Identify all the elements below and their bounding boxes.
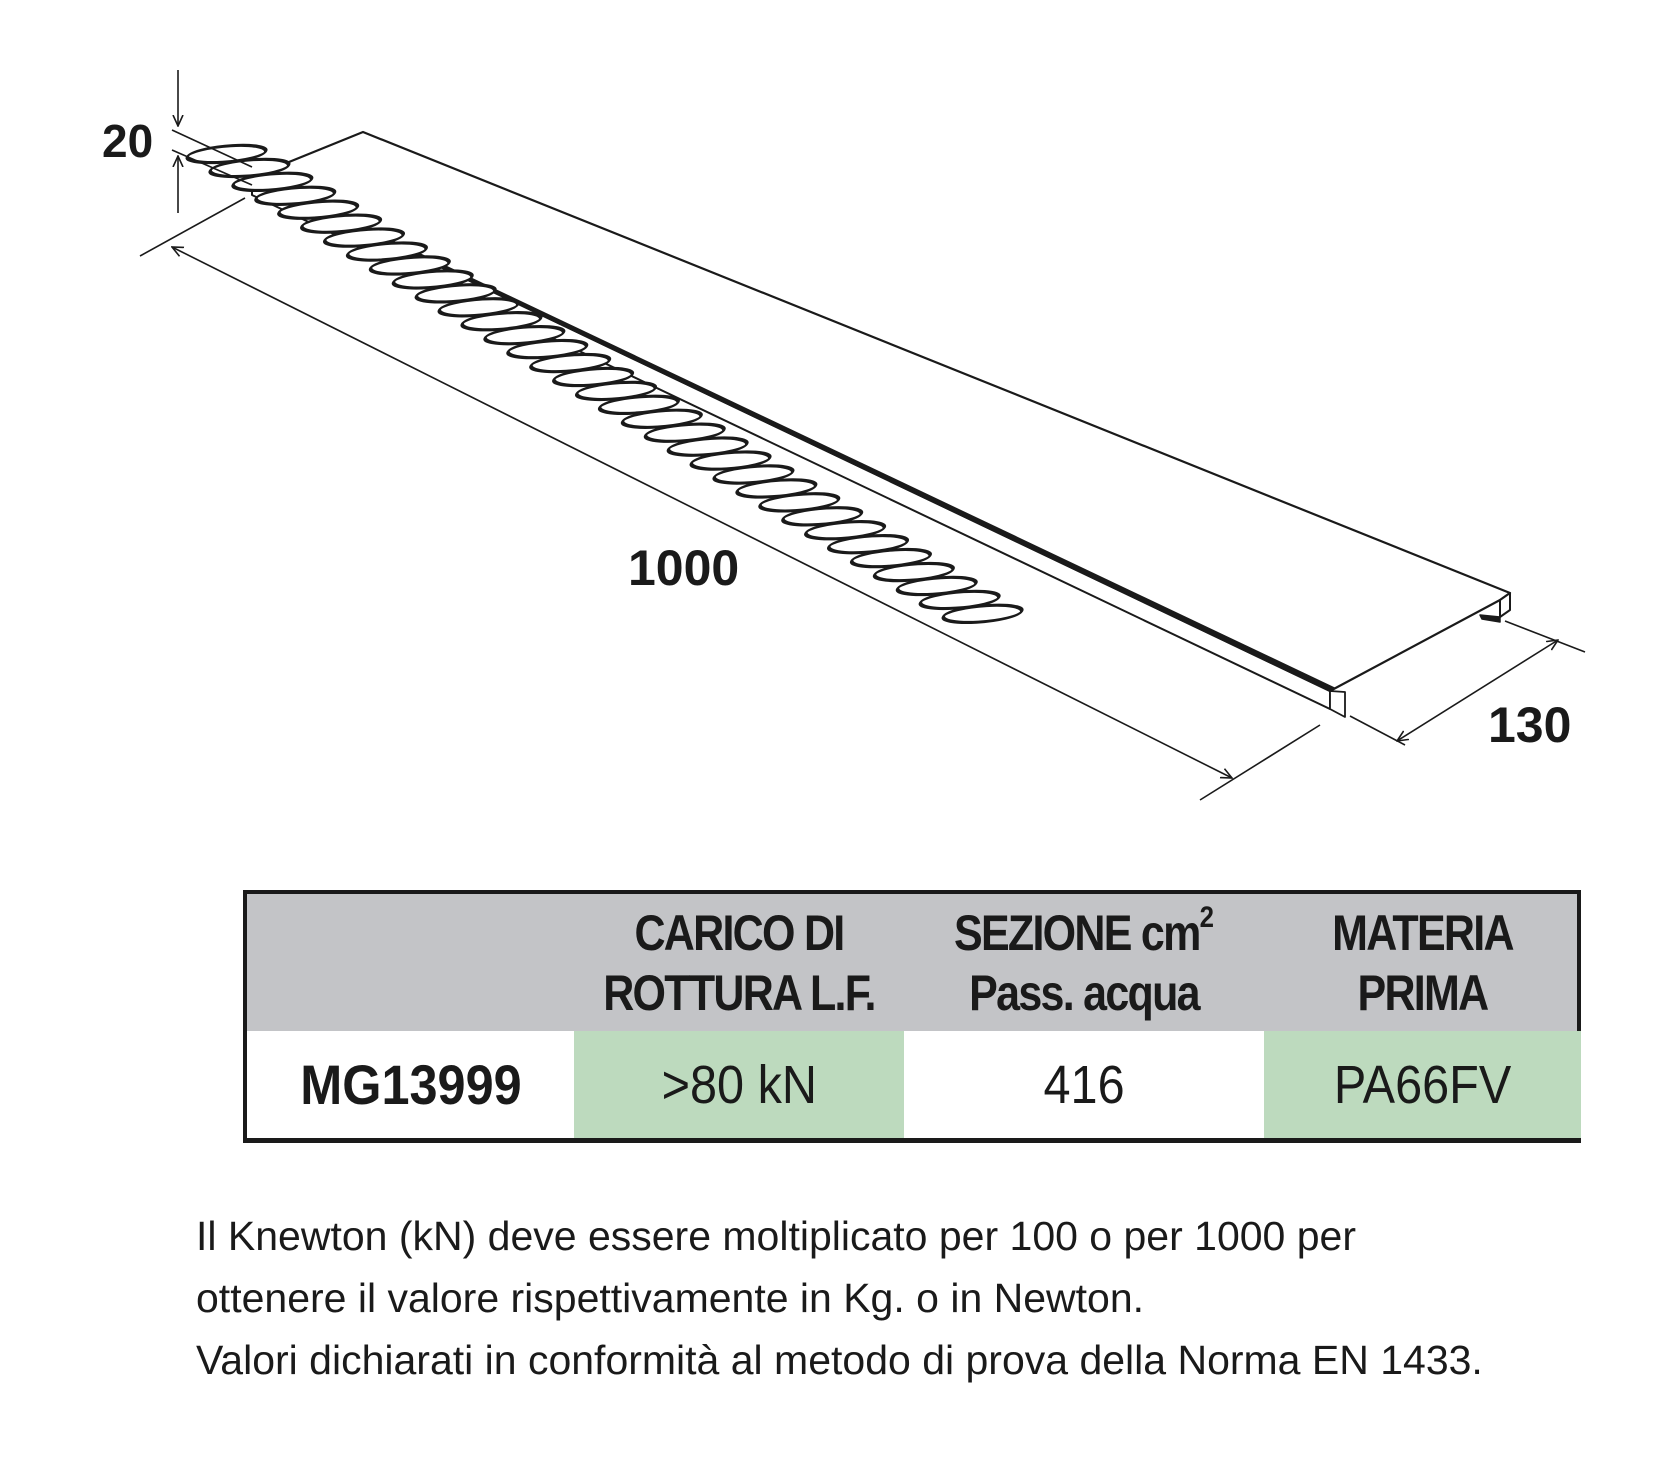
dimension-length-label: 1000 (628, 540, 740, 596)
header-section-line1-text: SEZIONE cm (953, 904, 1200, 961)
header-material-line1: MATERIA (1332, 904, 1513, 961)
header-section-sup: 2 (1199, 900, 1214, 934)
cell-code-text: MG13999 (299, 1053, 522, 1116)
header-load (597, 894, 881, 1031)
note-line-1: Il Knewton (kN) deve essere moltiplicato per 100 o per 1000 per (196, 1213, 1357, 1259)
header-material (1286, 894, 1559, 1031)
table-row (247, 1031, 1577, 1138)
spec-table (243, 890, 1581, 1143)
cell-code (247, 1031, 574, 1138)
header-section-line1 (953, 900, 1214, 963)
note-line-3: Valori dichiarati in conformità al metodo di prova della Norma EN 1433. (196, 1337, 1483, 1383)
cell-section (904, 1031, 1264, 1138)
header-load-line1: CARICO DI (634, 904, 844, 961)
dimension-width-label: 130 (1488, 697, 1572, 753)
table-header (247, 894, 1577, 1031)
header-section-line2: Pass. acqua (969, 964, 1199, 1021)
cell-section-text: 416 (1043, 1054, 1125, 1115)
cell-load-text: >80 kN (661, 1054, 817, 1115)
cell-material (1264, 1031, 1581, 1138)
dimension-height (172, 70, 252, 213)
note-line-2: ottenere il valore rispettivamente in Kg. o in Newton. (196, 1275, 1145, 1321)
grate-body (252, 132, 1510, 717)
header-material-line2: PRIMA (1357, 964, 1488, 1021)
notes (196, 1205, 1483, 1391)
header-section (929, 894, 1239, 1031)
cell-material-text: PA66FV (1333, 1054, 1512, 1115)
cell-load (574, 1031, 904, 1138)
header-load-line2: ROTTURA L.F. (603, 964, 875, 1021)
dimension-height-label: 20 (102, 115, 154, 167)
